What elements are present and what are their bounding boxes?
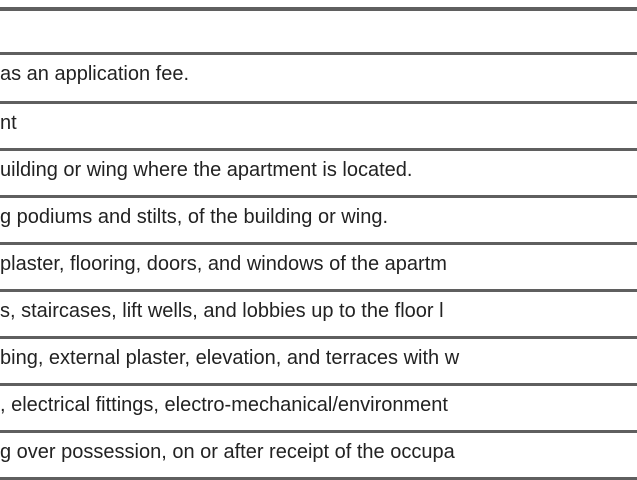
table-row-plaster-flooring-text: plaster, flooring, doors, and windows of the apartm	[0, 253, 447, 275]
table-row-external-plaster-elevation	[0, 339, 637, 386]
table-row-possession-occupancy-text: g over possession, on or after receipt of the occupa	[0, 441, 455, 463]
table-row-electrical-fittings	[0, 386, 637, 433]
table-row-plaster-flooring	[0, 245, 637, 292]
table-row-possession-occupancy	[0, 433, 637, 480]
table-row-nt	[0, 104, 637, 151]
table-row-podiums-stilts	[0, 198, 637, 245]
table-row-building-wing-location	[0, 151, 637, 198]
table-row-application-fee-text: as an application fee.	[0, 63, 190, 85]
table-row-staircases-lift-wells-text: s, staircases, lift wells, and lobbies up to the floor l	[0, 300, 444, 322]
table-row-blank	[0, 11, 637, 55]
table-row-external-plaster-elevation-text: bing, external plaster, elevation, and terraces with w	[0, 347, 460, 369]
table-row-staircases-lift-wells	[0, 292, 637, 339]
table-row-building-wing-location-text: uilding or wing where the apartment is located.	[0, 159, 413, 181]
table-row-application-fee	[0, 55, 637, 104]
table-row-nt-text: nt	[0, 112, 17, 134]
table-row-electrical-fittings-text: , electrical fittings, electro-mechanical/environment	[0, 394, 448, 416]
table-row-podiums-stilts-text: g podiums and stilts, of the building or wing.	[0, 206, 388, 228]
